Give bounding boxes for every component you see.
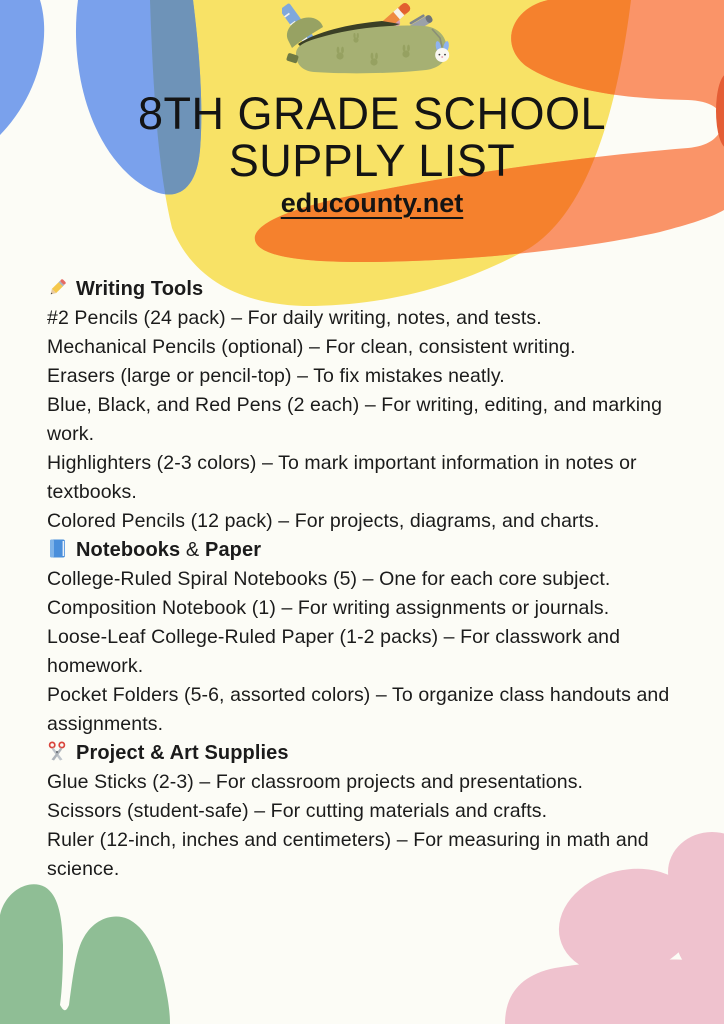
list-item: College-Ruled Spiral Notebooks (5) – One for each core subject. — [47, 568, 611, 590]
list-item: Loose-Leaf College-Ruled Paper (1-2 packs) – For classwork and homework. — [47, 626, 621, 677]
title-line-2: SUPPLY LIST — [228, 135, 516, 186]
list-item: Highlighters (2-3 colors) – To mark important information in notes or textbooks. — [47, 452, 637, 503]
page-title — [22, 90, 722, 184]
list-item: Scissors (student-safe) – For cutting materials and crafts. — [47, 800, 548, 822]
list-item: Glue Sticks (2-3) – For classroom projects and presentations. — [47, 771, 584, 793]
pencil-case-illustration — [282, 2, 458, 82]
supply-list — [47, 275, 685, 884]
blue-book-icon — [47, 538, 68, 559]
list-item: Ruler (12-inch, inches and centimeters) – For measuring in math and science. — [47, 829, 649, 880]
green-blob — [0, 884, 170, 1024]
title-line-1: 8TH GRADE SCHOOL — [137, 88, 607, 139]
list-item: Colored Pencils (12 pack) – For projects, diagrams, and charts. — [47, 510, 600, 532]
list-item: Erasers (large or pencil-top) – To fix mistakes neatly. — [47, 365, 505, 387]
list-item: #2 Pencils (24 pack) – For daily writing, notes, and tests. — [47, 307, 542, 329]
pencil-icon — [47, 277, 68, 298]
list-item: Mechanical Pencils (optional) – For clean, consistent writing. — [47, 336, 576, 358]
list-item: Blue, Black, and Red Pens (2 each) – For writing, editing, and marking work. — [47, 394, 663, 445]
website-link[interactable]: educounty.net — [280, 188, 464, 218]
section-heading-notebooks-paper: Notebooks & Paper — [47, 536, 685, 565]
case-body — [296, 26, 447, 74]
section-heading-project-art: Project & Art Supplies — [47, 739, 685, 768]
list-item: Pocket Folders (5-6, assorted colors) – To organize class handouts and assignments. — [47, 684, 670, 735]
scissors-icon — [47, 741, 68, 762]
list-item: Composition Notebook (1) – For writing assignments or journals. — [47, 597, 610, 619]
section-heading-writing-tools: Writing Tools — [47, 275, 685, 304]
